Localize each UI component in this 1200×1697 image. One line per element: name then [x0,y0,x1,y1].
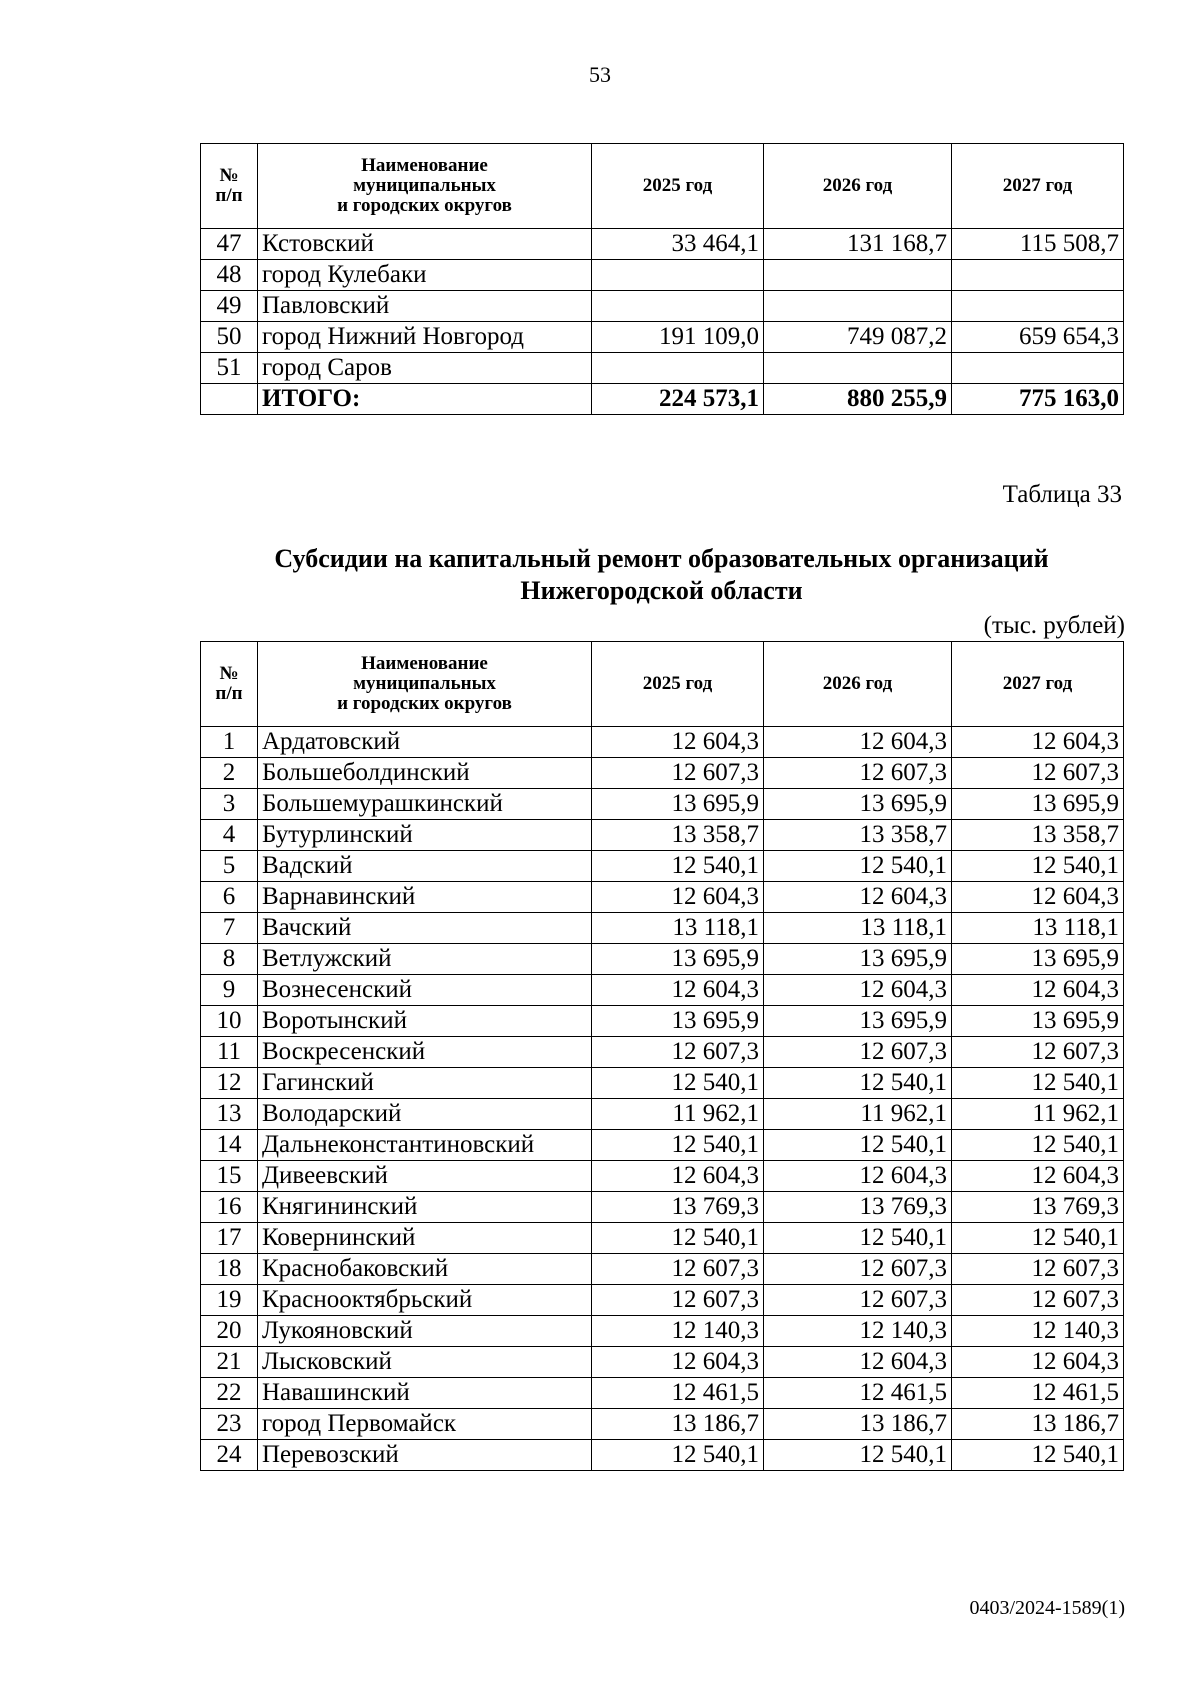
municipality-name: Варнавинский [258,882,592,913]
value-2026: 13 769,3 [764,1192,952,1223]
header-2026: 2026 год [764,642,952,727]
row-number: 15 [201,1161,258,1192]
value-2027: 12 604,3 [952,1161,1124,1192]
value-2025: 13 358,7 [592,820,764,851]
table-row [201,944,1124,975]
value-2027: 13 695,9 [952,944,1124,975]
municipality-name: Вадский [258,851,592,882]
value-2025: 13 118,1 [592,913,764,944]
table-row [201,1130,1124,1161]
municipality-name: Воскресенский [258,1037,592,1068]
table-row [201,353,1124,384]
row-number: 1 [201,727,258,758]
value-2026: 12 540,1 [764,1440,952,1471]
value-2027 [952,353,1124,384]
page-number: 53 [589,62,611,87]
document-code: 0403/2024-1589(1) [969,1597,1125,1619]
header-2026: 2026 год [764,144,952,229]
municipality-name: город Саров [258,353,592,384]
table-row [201,913,1124,944]
value-2027: 12 540,1 [952,851,1124,882]
row-number: 19 [201,1285,258,1316]
value-2026: 12 607,3 [764,758,952,789]
value-2027: 12 540,1 [952,1130,1124,1161]
municipality-name: Большеболдинский [258,758,592,789]
value-2025: 12 604,3 [592,975,764,1006]
municipality-name: Вачский [258,913,592,944]
row-number: 12 [201,1068,258,1099]
row-number: 24 [201,1440,258,1471]
municipality-name: Ковернинский [258,1223,592,1254]
value-2025: 13 695,9 [592,944,764,975]
value-2025: 13 695,9 [592,789,764,820]
value-2025: 12 604,3 [592,1347,764,1378]
value-2026: 12 140,3 [764,1316,952,1347]
value-2027 [952,291,1124,322]
row-number: 48 [201,260,258,291]
municipality-name: Володарский [258,1099,592,1130]
value-2025: 12 540,1 [592,1068,764,1099]
table-row [201,1099,1124,1130]
row-number: 11 [201,1037,258,1068]
row-number: 10 [201,1006,258,1037]
municipality-name: Краснооктябрьский [258,1285,592,1316]
value-2025 [592,260,764,291]
table-row [201,789,1124,820]
value-2027: 13 769,3 [952,1192,1124,1223]
row-number: 47 [201,229,258,260]
value-2025: 12 540,1 [592,1440,764,1471]
municipality-name: Дивеевский [258,1161,592,1192]
value-2025: 12 540,1 [592,851,764,882]
row-number: 8 [201,944,258,975]
row-number: 14 [201,1130,258,1161]
row-number: 6 [201,882,258,913]
table-header-row [201,642,1124,727]
row-number: 2 [201,758,258,789]
value-2027: 12 607,3 [952,1037,1124,1068]
table-title-line: Нижегородской области [520,576,803,605]
table-row [201,260,1124,291]
value-2026: 12 604,3 [764,727,952,758]
header-2027: 2027 год [952,144,1124,229]
row-number: 21 [201,1347,258,1378]
table-row [201,1409,1124,1440]
value-2025 [592,291,764,322]
value-2026: 12 540,1 [764,1130,952,1161]
municipality-name: Навашинский [258,1378,592,1409]
header-num: № п/п [201,144,258,229]
value-2027: 12 604,3 [952,975,1124,1006]
table-row [201,975,1124,1006]
value-2027: 13 358,7 [952,820,1124,851]
table-row [201,229,1124,260]
value-2026: 12 604,3 [764,975,952,1006]
row-number: 7 [201,913,258,944]
municipality-name: город Кулебаки [258,260,592,291]
value-2026: 11 962,1 [764,1099,952,1130]
table-row [201,1254,1124,1285]
header-2025: 2025 год [592,144,764,229]
row-number: 50 [201,322,258,353]
row-number: 5 [201,851,258,882]
municipality-name: Гагинский [258,1068,592,1099]
table-row [201,1006,1124,1037]
value-2027: 13 695,9 [952,1006,1124,1037]
row-number: 49 [201,291,258,322]
row-number: 9 [201,975,258,1006]
value-2025: 12 607,3 [592,758,764,789]
total-2025: 224 573,1 [592,384,764,415]
value-2026: 13 695,9 [764,944,952,975]
table-row [201,322,1124,353]
row-number: 17 [201,1223,258,1254]
value-2026 [764,291,952,322]
value-2025: 13 769,3 [592,1192,764,1223]
table-row [201,1223,1124,1254]
value-2025: 12 604,3 [592,882,764,913]
value-2027: 12 604,3 [952,882,1124,913]
value-2027: 13 118,1 [952,913,1124,944]
municipality-name: Бутурлинский [258,820,592,851]
row-number: 20 [201,1316,258,1347]
value-2026: 13 118,1 [764,913,952,944]
municipality-name: город Первомайск [258,1409,592,1440]
value-2026: 12 604,3 [764,1161,952,1192]
value-2025: 13 186,7 [592,1409,764,1440]
table-row [201,1440,1124,1471]
value-2026: 12 607,3 [764,1037,952,1068]
value-2025: 12 461,5 [592,1378,764,1409]
table-row [201,1068,1124,1099]
value-2026 [764,353,952,384]
table-row [201,1378,1124,1409]
municipality-name: Воротынский [258,1006,592,1037]
value-2027: 659 654,3 [952,322,1124,353]
value-2025: 191 109,0 [592,322,764,353]
header-name: Наименование муниципальных и городских округов [258,642,592,727]
value-2027: 12 607,3 [952,1254,1124,1285]
units-note: (тыс. рублей) [983,612,1125,639]
municipality-name: Перевозский [258,1440,592,1471]
value-2026: 13 695,9 [764,1006,952,1037]
municipality-name: город Нижний Новгород [258,322,592,353]
table-header-row [201,144,1124,229]
table-cell [201,384,258,415]
table-row [201,1037,1124,1068]
value-2025: 33 464,1 [592,229,764,260]
municipality-name: Княгининский [258,1192,592,1223]
value-2027: 12 540,1 [952,1223,1124,1254]
value-2026: 12 604,3 [764,1347,952,1378]
value-2026: 13 186,7 [764,1409,952,1440]
table-row [201,758,1124,789]
table-continuation [200,143,1124,415]
header-num: № п/п [201,642,258,727]
table-title-line: Субсидии на капитальный ремонт образовательных организаций [274,544,1049,573]
value-2026: 12 540,1 [764,1223,952,1254]
municipality-name: Дальнеконстантиновский [258,1130,592,1161]
value-2026: 12 607,3 [764,1285,952,1316]
row-number: 13 [201,1099,258,1130]
value-2027: 13 695,9 [952,789,1124,820]
table-title [200,543,1123,607]
table-row [201,851,1124,882]
value-2026 [764,260,952,291]
table-row [201,727,1124,758]
value-2026: 12 604,3 [764,882,952,913]
municipality-name: Кстовский [258,229,592,260]
value-2025: 12 140,3 [592,1316,764,1347]
value-2027: 11 962,1 [952,1099,1124,1130]
municipality-name: Вознесенский [258,975,592,1006]
value-2025: 13 695,9 [592,1006,764,1037]
value-2027: 12 604,3 [952,727,1124,758]
value-2027: 13 186,7 [952,1409,1124,1440]
value-2025: 12 607,3 [592,1037,764,1068]
value-2027: 12 607,3 [952,1285,1124,1316]
value-2026: 131 168,7 [764,229,952,260]
value-2026: 12 540,1 [764,851,952,882]
municipality-name: Лысковский [258,1347,592,1378]
table-label: Таблица 33 [1002,481,1122,508]
value-2025 [592,353,764,384]
value-2026: 12 607,3 [764,1254,952,1285]
municipality-name: Краснобаковский [258,1254,592,1285]
table-row [201,291,1124,322]
row-number: 51 [201,353,258,384]
table-row [201,1285,1124,1316]
value-2026: 13 695,9 [764,789,952,820]
municipality-name: Большемурашкинский [258,789,592,820]
table-row [201,820,1124,851]
value-2025: 12 607,3 [592,1254,764,1285]
value-2026: 13 358,7 [764,820,952,851]
value-2027: 12 140,3 [952,1316,1124,1347]
value-2027: 115 508,7 [952,229,1124,260]
value-2025: 12 607,3 [592,1285,764,1316]
value-2025: 12 604,3 [592,1161,764,1192]
total-2026: 880 255,9 [764,384,952,415]
total-label: ИТОГО: [258,384,592,415]
total-row [201,384,1124,415]
value-2025: 11 962,1 [592,1099,764,1130]
row-number: 3 [201,789,258,820]
value-2026: 749 087,2 [764,322,952,353]
row-number: 23 [201,1409,258,1440]
value-2027: 12 607,3 [952,758,1124,789]
value-2027: 12 540,1 [952,1068,1124,1099]
table-row [201,1316,1124,1347]
municipality-name: Лукояновский [258,1316,592,1347]
value-2025: 12 540,1 [592,1223,764,1254]
row-number: 18 [201,1254,258,1285]
municipality-name: Павловский [258,291,592,322]
value-2025: 12 604,3 [592,727,764,758]
header-name: Наименование муниципальных и городских округов [258,144,592,229]
table-row [201,1347,1124,1378]
value-2025: 12 540,1 [592,1130,764,1161]
value-2026: 12 540,1 [764,1068,952,1099]
value-2027: 12 461,5 [952,1378,1124,1409]
header-2025: 2025 год [592,642,764,727]
header-2027: 2027 год [952,642,1124,727]
row-number: 4 [201,820,258,851]
municipality-name: Ветлужский [258,944,592,975]
value-2027: 12 604,3 [952,1347,1124,1378]
municipality-name: Ардатовский [258,727,592,758]
table-row [201,882,1124,913]
row-number: 16 [201,1192,258,1223]
table-row [201,1192,1124,1223]
value-2027 [952,260,1124,291]
table-row [201,1161,1124,1192]
value-2026: 12 461,5 [764,1378,952,1409]
value-2027: 12 540,1 [952,1440,1124,1471]
row-number: 22 [201,1378,258,1409]
total-2027: 775 163,0 [952,384,1124,415]
subsidies-table [200,641,1124,1471]
